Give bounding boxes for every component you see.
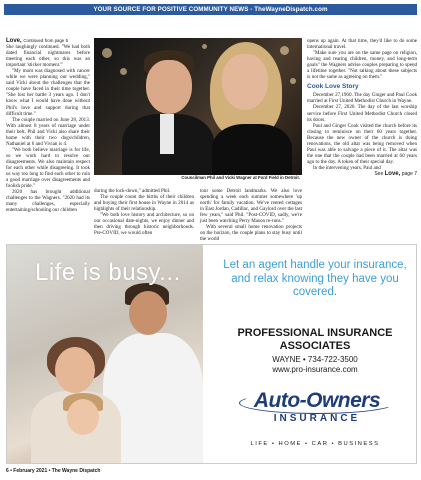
article-column-4: [307, 38, 417, 177]
continued-on-jump: See Love, page 7: [374, 170, 417, 177]
paragraph: "My mom was diagnosed with cancer while we were planning our wedding," said Vicki about the challenges that the couple have faced in their time together. "She lost her battle 3 years ago. I don't know what I would have done without Phil's love and support during that difficult time.": [6, 68, 90, 117]
continued-heading: Love,: [6, 38, 22, 44]
paragraph: She laughingly continued. "We had both dated financial nightmares before meeting each other, so this was an important 'sticker moment.'": [6, 44, 90, 69]
paragraph: The couple count the births of their children and buying their first house in Wayne in 2014 as highlights of their relationship.: [94, 194, 194, 213]
paragraph: opens up again. At that time, they'd like to do some international travel.: [307, 38, 417, 51]
auto-owners-logo: Auto-Owners INSURANCE: [235, 389, 399, 435]
photo-caption: Councilman Phil and Vicki Wagner at Ford Field in Detroit.: [181, 175, 300, 180]
agency-contact: [213, 355, 417, 374]
paragraph: "Make sure you are on the same page on religion, having and rearing children, money, and long-term goals" the Wagners advise couples preparing to spend a lifetime together. "Not talking about these subjects is not the same as agreeing on them.": [307, 50, 417, 81]
insurance-lines: LIFE • HOME • CAR • BUSINESS: [250, 441, 380, 447]
paragraph: With several small home renovation projects on the horizon, the couple plans to stay busy until the world: [200, 224, 302, 243]
paragraph: The couple married on June 28, 2013. With almost 8 years of marriage under their belt, Phil and Vicki also share their home with their two dogs/children, Nathaniel at 6 and Vivian is 4.: [6, 116, 90, 147]
paragraph: "We both believe marriage is for life, so we work hard to resolve our disagreements. We also maintain respect for each other while disagreeing. It took us way too long to find each other to ruin a good marriage over disagreements and foolish pride.": [6, 146, 90, 190]
insurance-advertisement[interactable]: [6, 244, 417, 464]
continued-from-label: Continued from page 5: [23, 38, 69, 43]
paragraph: 2020 has brought additional challenges to the Wagners. "2020 had its many challenges, especially entertaining/schooling our children: [6, 189, 90, 214]
agency-website-link[interactable]: www.pro-insurance.com: [272, 364, 358, 374]
agency-phone: WAYNE • 734-722-3500: [272, 355, 358, 364]
article-column-2: [94, 188, 194, 236]
ad-tagline: Let an agent handle your insurance, and relax knowing they have you covered.: [223, 259, 407, 298]
page-folio: 6 • February 2021 • The Wayne Dispatch: [6, 468, 101, 474]
top-banner: YOUR SOURCE FOR POSITIVE COMMUNITY NEWS - TheWayneDispatch.com: [4, 4, 417, 15]
paragraph: Paul and Ginger Cook visited the church before its closing to reminisce on their 60 years together. Because the new owner of the church is doing renovations, the old altar was being removed when Paul was able to salvage a piece of it. The altar was the one that the couple had been married at 60 years ago to the day. A token of their special day.: [307, 122, 417, 165]
paragraph: December 27, 2020. The day of the last worship service before First United Methodist Church closed its doors.: [307, 104, 417, 123]
paragraph: tour some Detroit landmarks. We also love spending a week each summer somewhere 'up north' for family vacation. We've rented cottages in East Jordan, Cadillac, and Gaylord over the last few years," said Phil. "Post-COVID, sadly, we're just been watching Perry Mason re-runs.": [200, 188, 302, 225]
ad-headline: Life is busy...: [35, 259, 181, 286]
paragraph: "We both love history and architecture, so on our occasional date-nights, we enjoy dinner and then driving through historic neighborhoods. Pre-COVID, we would often: [94, 212, 194, 237]
couple-photo: [94, 38, 302, 175]
article-column-1: [6, 38, 90, 213]
agency-name: PROFESSIONAL INSURANCE ASSOCIATES: [237, 327, 393, 352]
article-column-3: [200, 188, 302, 242]
section-subhead: Cook Love Story: [307, 83, 359, 91]
paragraph: during the lock-down," admitted Phil.: [94, 188, 171, 194]
paragraph: December 27,1960. The day Ginger and Paul Cook married at First United Methodist Church in Wayne.: [307, 92, 417, 105]
paragraph: In the intervening years, Paul and: [313, 164, 381, 171]
